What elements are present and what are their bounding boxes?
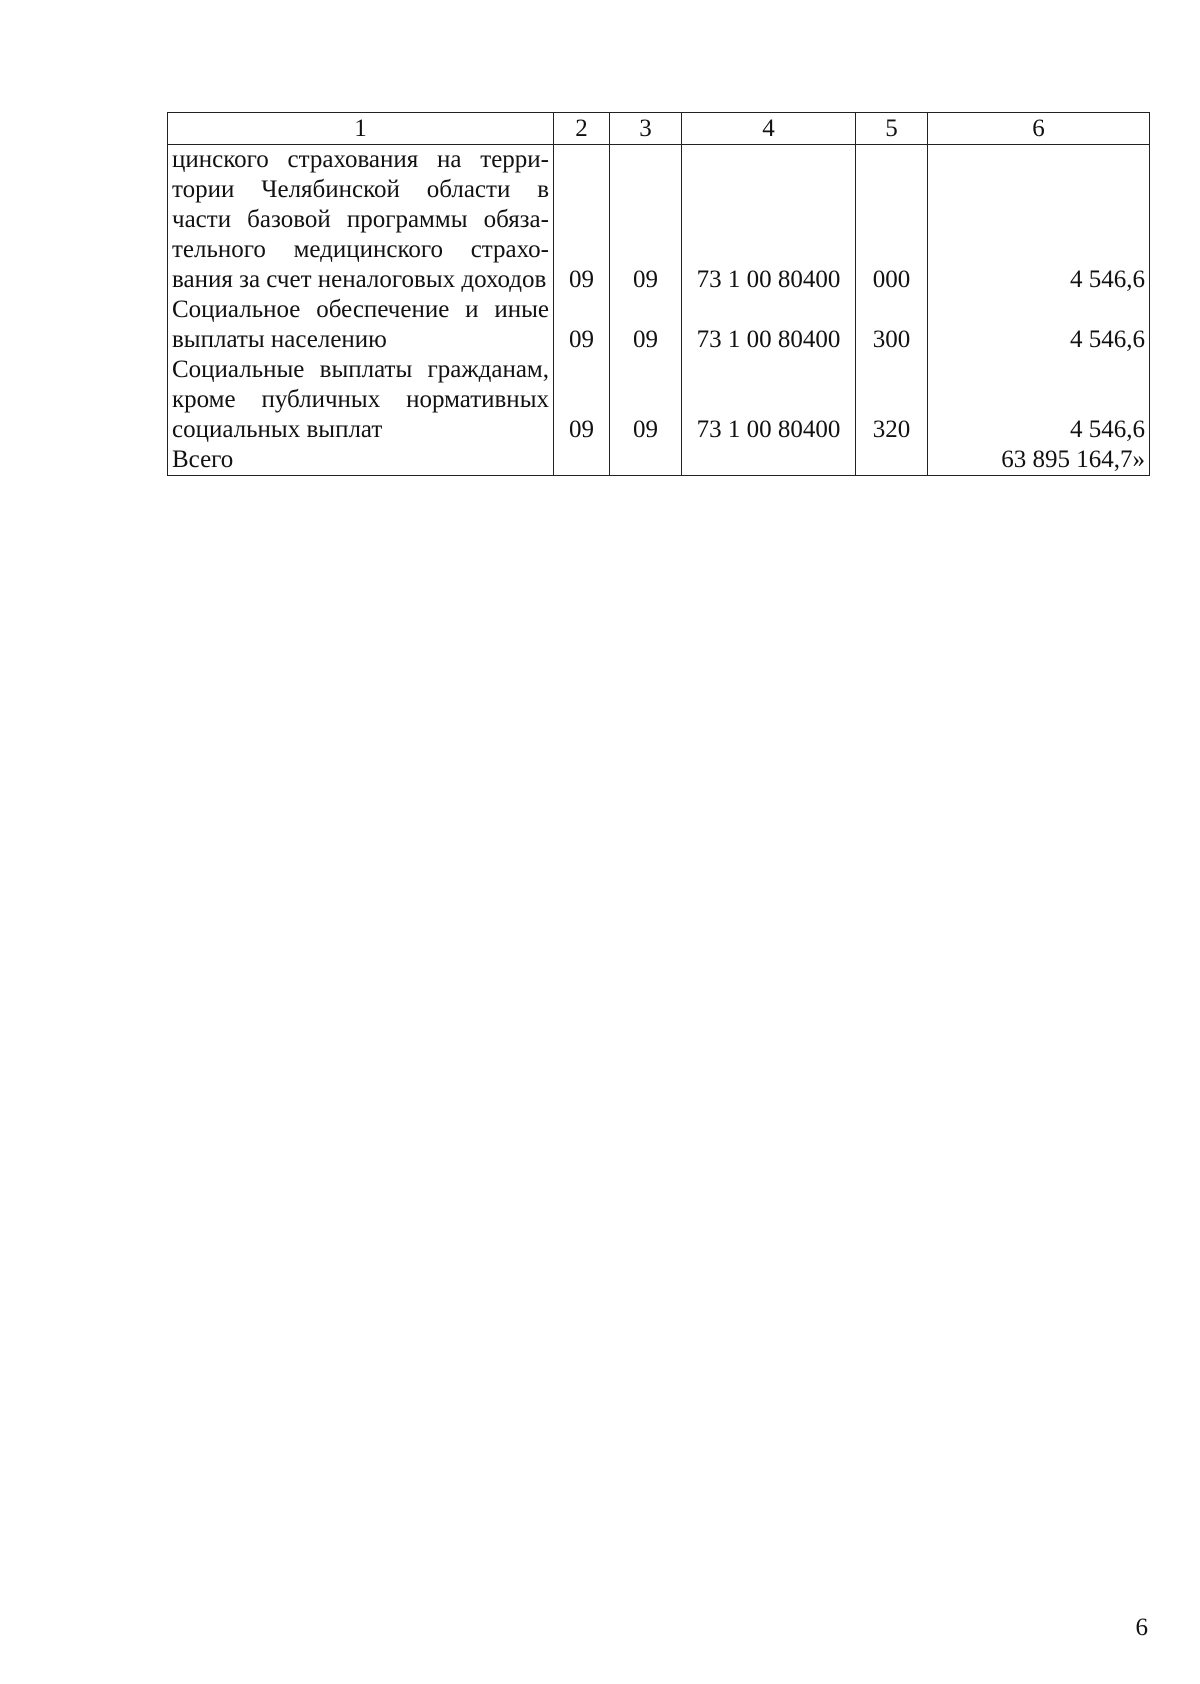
row-name: Социальное обеспечение и иные выплаты населению xyxy=(168,295,554,355)
budget-table xyxy=(167,112,1150,476)
row-subsection: 09 xyxy=(610,145,682,296)
row-expense-type: 320 xyxy=(856,355,928,445)
page-number: 6 xyxy=(1135,1614,1148,1641)
row-expense-type: 000 xyxy=(856,145,928,296)
row-target-code: 73 1 00 80400 xyxy=(682,295,856,355)
header-col-1: 1 xyxy=(168,113,554,145)
row-amount: 4 546,6 xyxy=(928,355,1150,445)
row-target-code: 73 1 00 80400 xyxy=(682,145,856,296)
row-section: 09 xyxy=(554,295,610,355)
row-section: 09 xyxy=(554,145,610,296)
header-col-3: 3 xyxy=(610,113,682,145)
row-section xyxy=(554,445,610,476)
table-total-row xyxy=(168,445,1150,476)
row-expense-type: 300 xyxy=(856,295,928,355)
row-target-code: 73 1 00 80400 xyxy=(682,355,856,445)
row-target-code xyxy=(682,445,856,476)
row-section: 09 xyxy=(554,355,610,445)
row-subsection xyxy=(610,445,682,476)
table-row xyxy=(168,295,1150,355)
row-amount: 4 546,6 xyxy=(928,145,1150,296)
row-subsection: 09 xyxy=(610,355,682,445)
header-col-4: 4 xyxy=(682,113,856,145)
table-row xyxy=(168,145,1150,296)
header-col-5: 5 xyxy=(856,113,928,145)
header-col-2: 2 xyxy=(554,113,610,145)
total-label: Всего xyxy=(168,445,554,476)
row-expense-type xyxy=(856,445,928,476)
table-row xyxy=(168,355,1150,445)
row-amount: 4 546,6 xyxy=(928,295,1150,355)
header-col-6: 6 xyxy=(928,113,1150,145)
total-amount: 63 895 164,7» xyxy=(928,445,1150,476)
row-name: цинского страхования на территории Челябинской области в части базовой программы обязательного медицинского страхования за счет неналоговых доходов xyxy=(168,145,554,296)
row-subsection: 09 xyxy=(610,295,682,355)
row-name: Социальные выплаты гражданам, кроме публичных нормативных социальных выплат xyxy=(168,355,554,445)
table-header-row xyxy=(168,113,1150,145)
